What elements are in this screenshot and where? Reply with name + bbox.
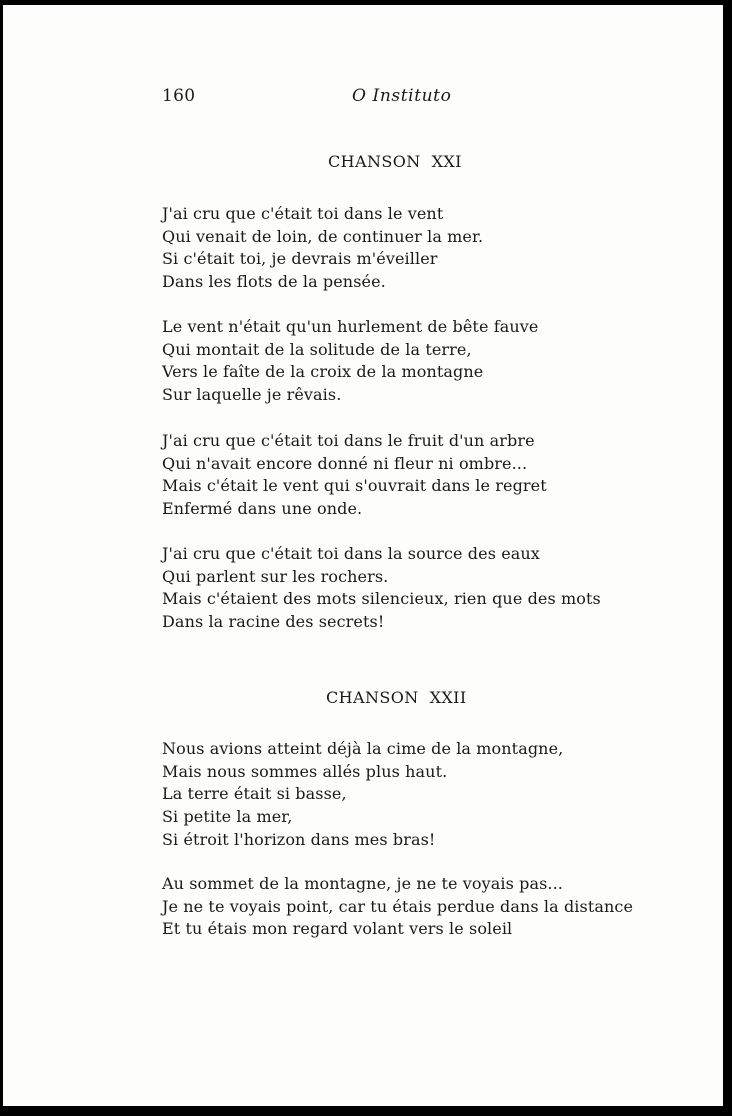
verse-line: Si étroit l'horizon dans mes bras!	[162, 829, 436, 849]
verse-line: Si c'était toi, je devrais m'éveiller	[162, 249, 438, 269]
verse-line: Qui montait de la solitude de la terre,	[162, 339, 472, 359]
verse-line: Mais c'était le vent qui s'ouvrait dans le regret	[162, 476, 547, 496]
journal-title: O Instituto	[352, 86, 452, 106]
verse-line: Vers le faîte de la croix de la montagne	[162, 362, 484, 382]
chanson-xxi-stanza-1	[162, 203, 483, 294]
verse-line: Qui parlent sur les rochers.	[162, 566, 389, 586]
verse-line: Dans les flots de la pensée.	[162, 272, 386, 292]
verse-line: J'ai cru que c'était toi dans le vent	[162, 204, 444, 223]
chanson-xxi-stanza-2	[162, 316, 539, 407]
verse-line: J'ai cru que c'était toi dans le fruit d'un arbre	[162, 431, 535, 450]
verse-line: Le vent n'était qu'un hurlement de bête fauve	[162, 317, 539, 336]
verse-line: J'ai cru que c'était toi dans la source des eaux	[162, 544, 540, 563]
chanson-xxii-title: CHANSON XXII	[326, 688, 467, 707]
verse-line: Mais nous sommes allés plus haut.	[162, 761, 448, 781]
chanson-xxi-stanza-3	[162, 430, 547, 521]
verse-line: Enfermé dans une onde.	[162, 499, 363, 519]
running-header	[162, 86, 482, 110]
verse-line: Qui venait de loin, de continuer la mer.	[162, 226, 484, 246]
verse-line: Et tu étais mon regard volant vers le soleil	[162, 919, 513, 939]
verse-line: Je ne te voyais point, car tu étais perdue dans la distance	[162, 896, 634, 916]
page-number: 160	[162, 86, 196, 106]
verse-line: Nous avions atteint déjà la cime de la montagne,	[162, 739, 564, 758]
verse-line: Si petite la mer,	[162, 807, 293, 827]
chanson-xxii-stanza-1	[162, 738, 563, 852]
verse-line: Mais c'étaient des mots silencieux, rien que des mots	[162, 589, 601, 609]
verse-line: Qui n'avait encore donné ni fleur ni ombre...	[162, 453, 528, 473]
verse-line: La terre était si basse,	[162, 784, 347, 804]
verse-line: Sur laquelle je rêvais.	[162, 385, 342, 405]
chanson-xxii-stanza-2	[162, 873, 633, 941]
verse-line: Au sommet de la montagne, je ne te voyais pas...	[162, 874, 563, 893]
chanson-xxi-title: CHANSON XXI	[328, 152, 462, 171]
chanson-xxi-stanza-4	[162, 543, 601, 634]
verse-line: Dans la racine des secrets!	[162, 612, 385, 632]
